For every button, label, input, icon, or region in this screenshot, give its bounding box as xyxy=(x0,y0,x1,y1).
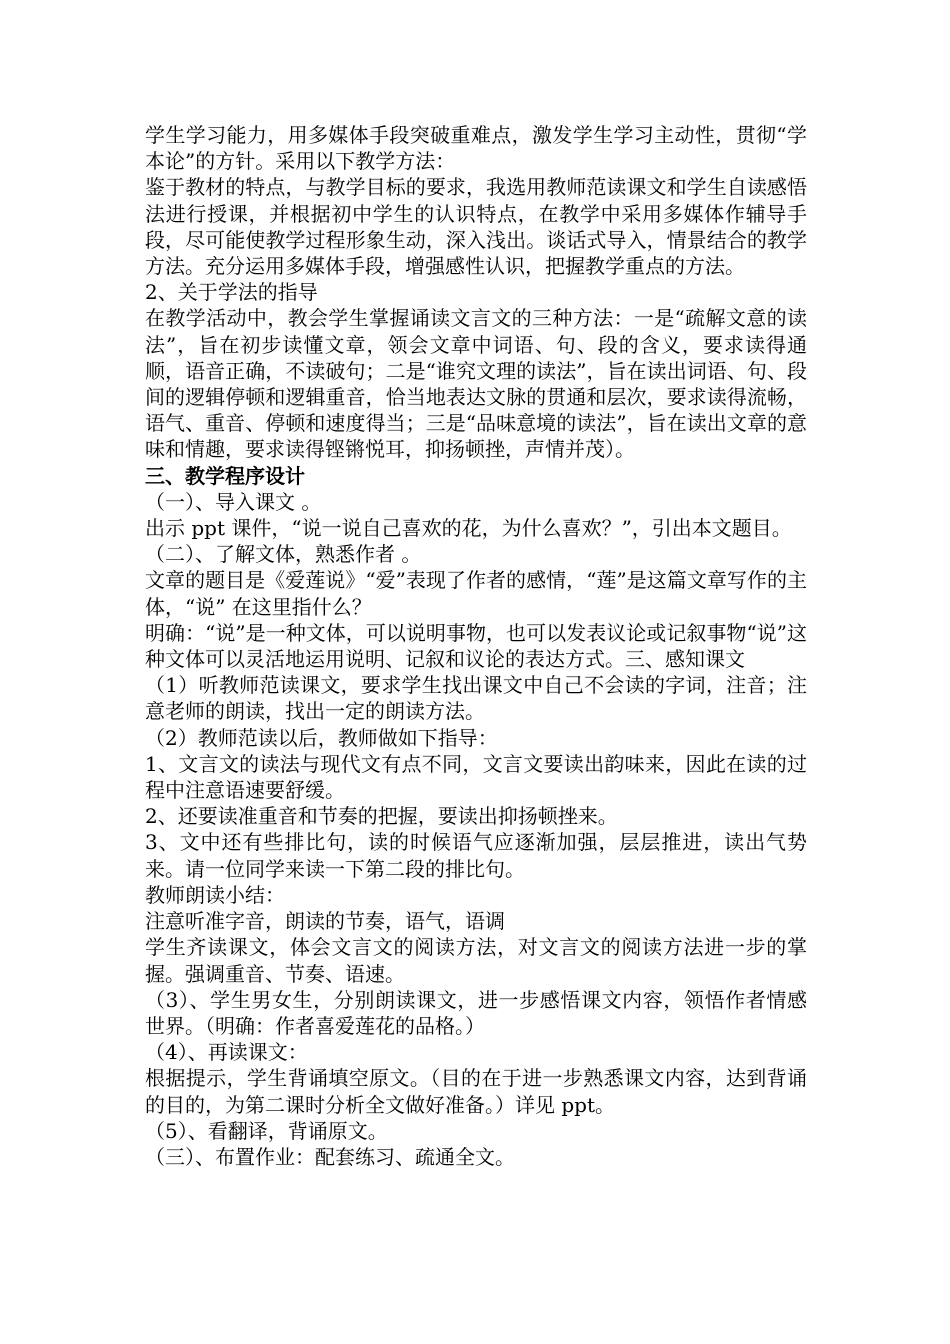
paragraph: 鉴于教材的特点，与教学目标的要求，我选用教师范读课文和学生自读感悟法进行授课，并根据初中学生的认识特点，在教学中采用多媒体作辅导手段，尽可能使教学过程形象生动，深入浅出。谈话式导入，情景结合的教学方法。充分运用多媒体手段，增强感性认识，把握教学重点的方法。 xyxy=(145,175,807,279)
paragraph: 教师朗读小结： xyxy=(145,882,285,907)
paragraph: 1、文言文的读法与现代文有点不同，文言文要读出韵味来，因此在读的过程中注意语速要舒缓。 xyxy=(145,751,807,803)
paragraph: 注意听准字音，朗读的节奏，语气，语调 xyxy=(145,909,505,934)
paragraph: （5）、看翻译，背诵原文。 xyxy=(145,1118,388,1143)
paragraph: 文章的题目是《爱莲说》“爱”表现了作者的感情，“莲”是这篇文章写作的主体，“说” 在这里指什么？ xyxy=(145,568,807,619)
paragraph: 明确：“说”是一种文体，可以说明事物，也可以发表议论或记叙事物“说”这种文体可以灵活地运用说明、记叙和议论的表达方式。三、感知课文 xyxy=(145,620,807,672)
paragraph: 2、还要读准重音和节奏的把握，要读出抑扬顿挫来。 xyxy=(145,804,618,829)
paragraph: （三）、布置作业：配套练习、疏通全文。 xyxy=(145,1144,515,1169)
paragraph: （2）教师范读以后，教师做如下指导： xyxy=(145,725,498,750)
document-body xyxy=(145,122,807,1170)
paragraph: （一）、导入课文 。 xyxy=(145,489,322,514)
paragraph: （4）、再读课文： xyxy=(145,1040,308,1065)
paragraph: 学生学习能力，用多媒体手段突破重难点，激发学生学习主动性，贯彻“学本论”的方针。采用以下教学方法： xyxy=(145,123,807,174)
paragraph: （3）、学生男女生，分别朗读课文，进一步感悟课文内容，领悟作者情感世界。（明确：作者喜爱莲花的品格。） xyxy=(145,987,807,1038)
paragraph: （1）听教师范读课文，要求学生找出课文中自己不会读的字词，注音；注意老师的朗读，找出一定的朗读方法。 xyxy=(145,673,807,724)
paragraph: 出示 ppt 课件，“说一说自己喜欢的花，为什么喜欢？”，引出本文题目。 xyxy=(145,516,792,541)
paragraph: 3、文中还有些排比句，读的时候语气应逐渐加强，层层推进，读出气势来。请一位同学来读一下第二段的排比句。 xyxy=(145,830,807,881)
paragraph: 学生齐读课文，体会文言文的阅读方法，对文言文的阅读方法进一步的掌握。强调重音、节奏、语速。 xyxy=(145,935,807,986)
paragraph: 在教学活动中，教会学生掌握诵读文言文的三种方法：一是“疏解文意的读法”，旨在初步读懂文章，领会文章中词语、句、段的含义，要求读得通顺，语音正确，不读破句；二是“谁究文理的读法”，旨在读出词语、句、段间的逻辑停顿和逻辑重音，恰当地表达文脉的贯通和层次，要求读得流畅，语气、重音、停顿和速度得当；三是“品味意境的读法”，旨在读出文章的意味和情趣，要求读得铿锵悦耳，抑扬顿挫，声情并茂）。 xyxy=(145,306,807,462)
section-heading: 三、教学程序设计 xyxy=(145,463,305,488)
paragraph: （二）、了解文体，熟悉作者 。 xyxy=(145,542,422,567)
paragraph: 根据提示，学生背诵填空原文。（目的在于进一步熟悉课文内容，达到背诵的目的，为第二课时分析全文做好准备。）详见 ppt。 xyxy=(145,1066,807,1117)
paragraph: 2、关于学法的指导 xyxy=(145,280,318,305)
